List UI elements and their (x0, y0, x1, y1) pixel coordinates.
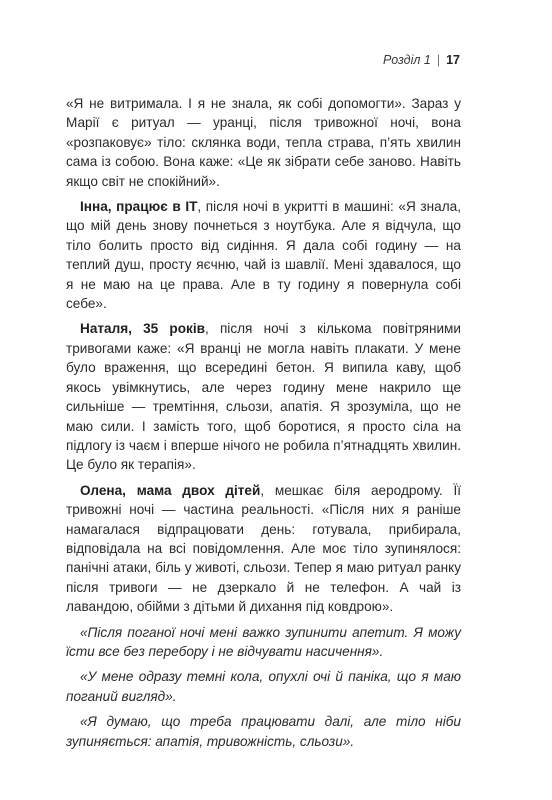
paragraph-text: «Я не витримала. І я не знала, як собі допомогти». Зараз у Марії є ритуал — уранці, після тривожної ночі, вона «розпаковує» тіло: склянка води, тепла страва, п’ять хвилин сама із собою. Вона каже: «Це як зібрати себе заново. Навіть якщо світ не спокійний». (66, 96, 461, 189)
paragraph (66, 94, 461, 191)
running-header (383, 53, 460, 67)
page-number: 17 (446, 53, 460, 67)
quote: «У мене одразу темні кола, опухлі очі й паніка, що я маю поганий вигляд». (66, 669, 461, 704)
paragraph-text: , після ночі з кількома повітряними тривогами каже: «Я вранці не могла навіть плакати. У мене було враження, що всередині бетон. Я випила каву, щоб якось увімкнутись, але через годину мене накрило ще сильніше — тремтіння, сльози, апатія. Я зрозуміла, що не маю сили. І замість того, щоб боротися, я просто сіла на підлогу із чаєм і вперше нічого не робила п’ятнадцять хвилин. Це було як терапія». (66, 321, 461, 473)
paragraph-text: , після ночі в укритті в машині: «Я знала, що мій день знову почнеться з ноутбука. Але я відчула, що тіло болить просто від сидіння. Я дала собі годину — на теплий душ, просту яєчню, чай із шавлії. Мені здавалося, що я не маю на це права. Але в ту годину я повернула собі себе». (66, 199, 461, 312)
quote: «Я думаю, що треба працювати далі, але тіло ніби зупиняється: апатія, тривожність, сльози». (66, 714, 461, 749)
quote: «Після поганої ночі мені важко зупинити апетит. Я можу їсти все без перебору і не відчувати насичення». (66, 624, 461, 659)
paragraph (66, 481, 461, 617)
chapter-title: Розділ 1 (383, 53, 431, 67)
paragraph (66, 197, 461, 313)
header-separator: | (436, 53, 441, 67)
paragraph-lead: Олена, мама двох дітей (80, 482, 261, 498)
body-text (66, 94, 461, 757)
paragraph-text: , мешкає біля аеродрому. Її тривожні ночі — частина реальності. «Після них я раніше намагалася відпрацювати день: готувала, прибирала, відповідала на всі повідомлення. Але моє тіло зупинялося: панічні атаки, біль у животі, сльози. Тепер я маю ритуал ранку після тривоги — не дзеркало й не телефон. А чай із лавандою, обійми з дітьми й дихання під ковдрою». (66, 482, 461, 615)
paragraph (66, 319, 461, 474)
paragraph-lead: Наталя, 35 років (80, 321, 205, 337)
paragraph-lead: Інна, працює в IT (80, 199, 198, 215)
